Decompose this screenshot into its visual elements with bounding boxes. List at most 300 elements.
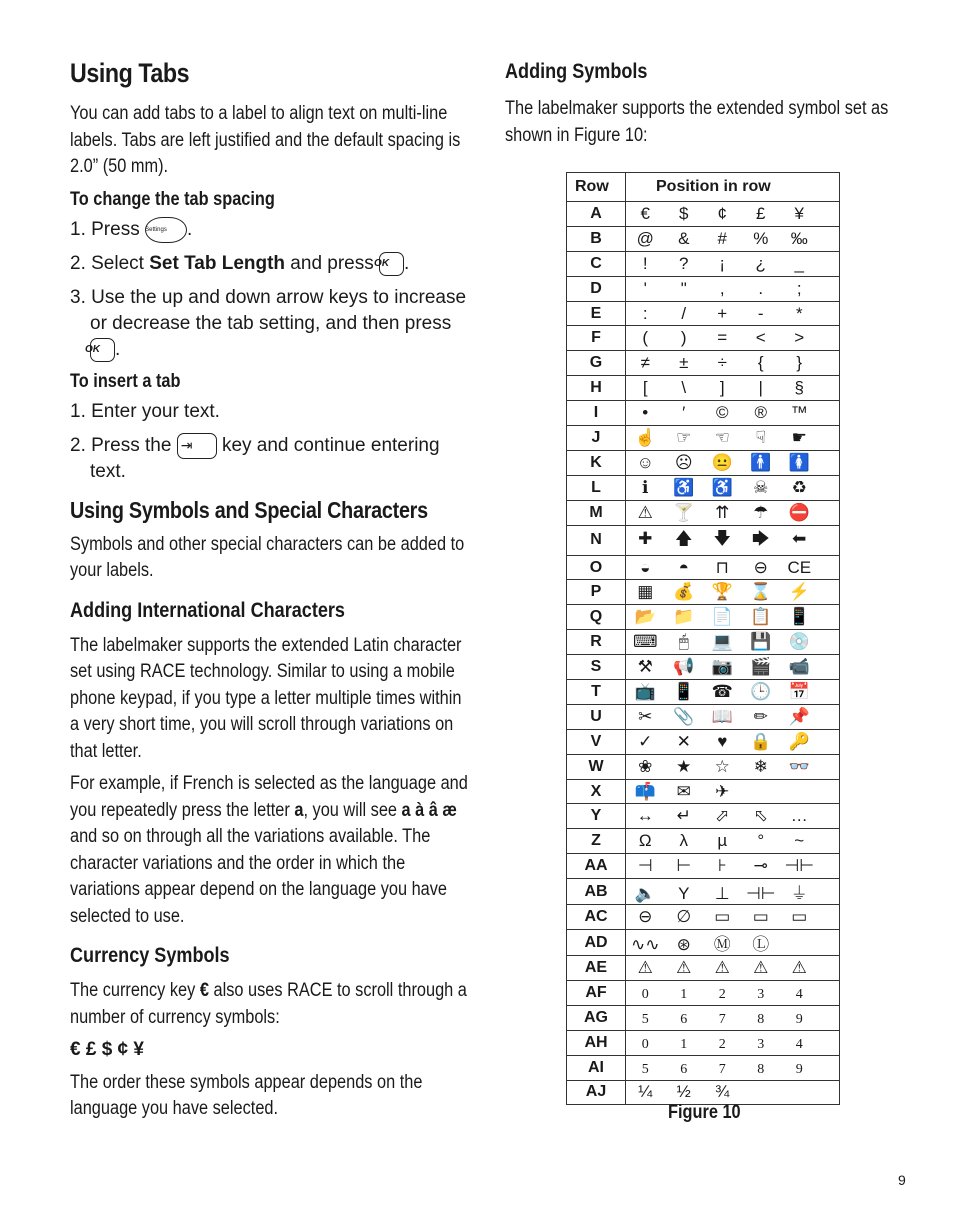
symbol-cell: ⊖ xyxy=(753,557,768,577)
symbol-cell: ⊓ xyxy=(715,557,729,577)
symbol-cell: § xyxy=(794,378,804,398)
row-label: S xyxy=(567,655,626,680)
row-symbols xyxy=(626,879,840,905)
symbol-cell: ' xyxy=(643,278,647,298)
row-label: I xyxy=(567,401,626,426)
row-label: Z xyxy=(567,829,626,854)
symbol-cell: Ⓜ xyxy=(713,935,731,955)
symbol-cell: $ xyxy=(679,203,689,223)
symbol-cell: ⚠ xyxy=(791,957,807,977)
symbol-cell: * xyxy=(795,303,803,323)
table-header-position: Position in row xyxy=(626,173,840,202)
symbol-cell: ′ xyxy=(682,403,686,423)
row-symbols xyxy=(626,401,840,426)
row-symbols xyxy=(626,450,840,475)
table-row xyxy=(567,276,840,301)
row-symbols xyxy=(626,376,840,401)
row-label: W xyxy=(567,754,626,779)
symbol-cell: 2 xyxy=(718,986,726,1002)
symbol-cell: ⊢ xyxy=(676,856,692,876)
symbol-cell: ⊦ xyxy=(717,856,727,876)
symbol-cell: ⇈ xyxy=(715,502,730,522)
symbol-cell: 📂 xyxy=(634,607,656,627)
symbol-cell: ! xyxy=(642,253,648,273)
row-symbols xyxy=(626,804,840,829)
symbol-cell: ⚠ xyxy=(637,502,653,522)
table-row xyxy=(567,704,840,729)
symbol-cell: Y xyxy=(678,884,690,904)
ok-key-icon: OK xyxy=(379,252,404,276)
table-row xyxy=(567,580,840,605)
row-symbols xyxy=(626,729,840,754)
symbol-cell: # xyxy=(717,228,727,248)
step-2: 2. Select Set Tab Length and press OK . xyxy=(70,252,410,274)
symbol-cell: ▦ xyxy=(637,582,654,602)
symbol-cell: 📱 xyxy=(673,681,695,701)
symbol-cell: ⚠ xyxy=(637,957,653,977)
symbol-cell: ⊖ xyxy=(638,907,653,927)
symbol-cell: ⌨ xyxy=(632,632,658,652)
row-symbols xyxy=(626,980,840,1005)
symbol-cell: ✏ xyxy=(753,706,768,726)
row-symbols xyxy=(626,630,840,655)
symbol-cell: @ xyxy=(636,228,654,248)
symbol-cell: 7 xyxy=(718,1061,726,1077)
row-label: D xyxy=(567,276,626,301)
right-column xyxy=(505,58,915,155)
symbol-cell: ⊥ xyxy=(714,884,730,904)
symbol-cell: ¡ xyxy=(719,253,726,273)
row-label: AA xyxy=(567,854,626,879)
table-row xyxy=(567,500,840,525)
symbol-cell: ⌛ xyxy=(750,582,772,602)
row-label: AC xyxy=(567,905,626,930)
symbol-cell: Ω xyxy=(638,831,652,851)
symbol-cell: " xyxy=(680,278,687,298)
symbol-cell: 📺 xyxy=(634,681,656,701)
intl-heading: Adding International Characters xyxy=(70,598,345,622)
symbols-heading: Using Symbols and Special Characters xyxy=(70,496,428,523)
symbol-cell: ⊸ xyxy=(753,856,768,876)
symbol-cell: 💿 xyxy=(788,632,810,652)
symbol-cell: { xyxy=(757,353,764,373)
symbol-cell: ❀ xyxy=(638,756,653,776)
symbol-cell: ⊣⊢ xyxy=(745,884,776,904)
symbol-cell: } xyxy=(796,353,803,373)
symbol-cell: 🡅 xyxy=(675,528,693,548)
row-label: AH xyxy=(567,1030,626,1055)
symbol-cell: & xyxy=(678,228,690,248)
row-label: G xyxy=(567,351,626,376)
symbol-cell: ☞ xyxy=(676,427,692,447)
symbol-cell: . xyxy=(758,278,764,298)
row-label: O xyxy=(567,555,626,580)
symbol-cell: ✕ xyxy=(676,731,691,751)
symbol-cell: 🕒 xyxy=(750,681,772,701)
table-row xyxy=(567,1055,840,1080)
symbol-cell: ⏚ xyxy=(790,884,808,904)
row-label: K xyxy=(567,450,626,475)
symbol-cell: / xyxy=(681,303,687,323)
symbol-cell: ℹ xyxy=(642,477,649,497)
symbol-cell: • xyxy=(642,403,649,423)
symbol-cell: 😐 xyxy=(711,452,733,472)
symbol-cell: ☂ xyxy=(753,502,769,522)
symbol-cell: ⚒ xyxy=(637,657,653,677)
symbol-cell: \ xyxy=(681,378,687,398)
symbol-cell: ☆ xyxy=(714,756,730,776)
symbol-cell: 🏆 xyxy=(711,582,733,602)
row-symbols xyxy=(626,276,840,301)
symbol-cell: … xyxy=(790,806,808,826)
row-label: AG xyxy=(567,1005,626,1030)
symbol-cell: ♿ xyxy=(711,477,733,497)
row-label: M xyxy=(567,500,626,525)
symbol-cell: 🡆 xyxy=(751,528,770,548)
symbol-cell: 🔒 xyxy=(750,731,772,751)
using-tabs-heading: Using Tabs xyxy=(70,58,190,88)
symbol-cell: 📹 xyxy=(788,657,810,677)
symbol-cell: ⬀ xyxy=(715,806,730,826)
row-symbols xyxy=(626,580,840,605)
ok-key-icon: OK xyxy=(90,338,115,362)
symbol-cell: 🎬 xyxy=(750,657,772,677)
table-row xyxy=(567,854,840,879)
symbol-cell: ☠ xyxy=(753,477,769,497)
row-label: Q xyxy=(567,605,626,630)
symbol-cell: ) xyxy=(680,328,687,348)
symbol-cell: 1 xyxy=(680,986,688,1002)
symbol-cell: 🔑 xyxy=(788,731,810,751)
symbol-cell: ↔ xyxy=(636,806,654,826)
row-label: X xyxy=(567,779,626,804)
intl-paragraph-1: The labelmaker supports the extended Latin character set using RACE technology. Similar to using a mobile phone keypad, if you type a letter multiple times within a very short time, you will scroll through variations on that letter. xyxy=(70,634,462,762)
table-row xyxy=(567,930,840,956)
symbol-cell: ⛔ xyxy=(788,502,810,522)
symbol-cell: 9 xyxy=(795,1011,803,1027)
symbol-cell: 🡇 xyxy=(713,528,731,548)
symbol-cell: ⚠ xyxy=(753,957,769,977)
table-row xyxy=(567,905,840,930)
symbol-cell: 🍸 xyxy=(673,502,695,522)
symbol-cell: ± xyxy=(679,353,689,373)
intl-paragraph-2: For example, if French is selected as the language and you repeatedly press the letter a, you will see a à â æ and so on through all the variations available. The character variations and the order in which the variations appear depend on the language you have selected to use. xyxy=(70,773,468,927)
table-row xyxy=(567,555,840,580)
symbol-cell: 📷 xyxy=(711,657,733,677)
symbol-cell: 0 xyxy=(641,1036,649,1052)
symbol-cell: ▭ xyxy=(752,907,769,927)
row-label: L xyxy=(567,475,626,500)
symbol-cell: < xyxy=(755,328,766,348)
symbol-cell: 💾 xyxy=(750,632,772,652)
table-row xyxy=(567,426,840,451)
adding-symbols-heading: Adding Symbols xyxy=(505,60,648,83)
symbol-cell: 0 xyxy=(641,986,649,1002)
currency-paragraph: The currency key € also uses RACE to scroll through a number of currency symbols: xyxy=(70,980,467,1028)
symbol-cell: ✓ xyxy=(638,731,653,751)
row-label: AF xyxy=(567,980,626,1005)
table-row xyxy=(567,376,840,401)
row-label: E xyxy=(567,301,626,326)
symbol-cell: 📌 xyxy=(788,706,810,726)
symbol-cell: 7 xyxy=(718,1011,726,1027)
symbol-cell: ¼ xyxy=(638,1082,653,1102)
symbol-cell: 5 xyxy=(641,1061,649,1077)
symbol-cell: © xyxy=(715,403,729,423)
insert-step-1: 1. Enter your text. xyxy=(70,400,220,422)
row-label: P xyxy=(567,580,626,605)
symbol-cell: ≠ xyxy=(640,353,650,373)
symbol-cell: ⬁ xyxy=(753,806,768,826)
row-symbols xyxy=(626,779,840,804)
symbol-cell: 6 xyxy=(680,1061,688,1077)
symbol-cell: ❄ xyxy=(753,756,768,776)
symbol-cell: ° xyxy=(757,831,765,851)
row-symbols xyxy=(626,956,840,981)
row-symbols xyxy=(626,1055,840,1080)
symbol-cell: 8 xyxy=(757,1011,765,1027)
table-row xyxy=(567,680,840,705)
row-label: R xyxy=(567,630,626,655)
table-row xyxy=(567,980,840,1005)
symbol-cell: _ xyxy=(794,253,804,273)
symbol-cell: > xyxy=(794,328,805,348)
row-label: F xyxy=(567,326,626,351)
symbol-cell: ♻ xyxy=(791,477,807,497)
symbol-cell: + xyxy=(717,303,728,323)
insert-step-2: 2. Press the ⇥ key and continue entering text. xyxy=(70,433,475,485)
symbol-cell: 💰 xyxy=(673,582,695,602)
symbol-cell: ◒ xyxy=(640,557,651,577)
table-row xyxy=(567,729,840,754)
row-symbols xyxy=(626,854,840,879)
table-row xyxy=(567,630,840,655)
row-symbols xyxy=(626,704,840,729)
row-symbols xyxy=(626,605,840,630)
symbol-cell: ⚡ xyxy=(788,582,810,602)
symbol-cell: ® xyxy=(754,403,768,423)
row-label: AJ xyxy=(567,1080,626,1105)
row-label: A xyxy=(567,202,626,227)
symbol-cell: 📱 xyxy=(788,607,810,627)
symbol-cell: µ xyxy=(717,831,728,851)
table-row xyxy=(567,829,840,854)
symbol-cell: ¿ xyxy=(755,253,766,273)
symbol-cell: λ xyxy=(679,831,688,851)
symbol-cell: 📄 xyxy=(711,607,733,627)
row-symbols xyxy=(626,525,840,555)
symbol-cell: 📢 xyxy=(673,657,695,677)
row-symbols xyxy=(626,326,840,351)
symbol-cell: ÷ xyxy=(717,353,727,373)
row-symbols xyxy=(626,655,840,680)
symbol-cell: ♿ xyxy=(673,477,695,497)
row-symbols xyxy=(626,475,840,500)
symbol-cell: - xyxy=(757,303,764,323)
table-row xyxy=(567,251,840,276)
symbol-cell: 4 xyxy=(795,1036,803,1052)
row-label: AE xyxy=(567,956,626,981)
row-label: V xyxy=(567,729,626,754)
symbol-cell: 4 xyxy=(795,986,803,1002)
table-row xyxy=(567,351,840,376)
symbol-cell: 2 xyxy=(718,1036,726,1052)
symbol-cell: ⚠ xyxy=(676,957,692,977)
symbol-cell: ( xyxy=(642,328,649,348)
row-symbols xyxy=(626,1030,840,1055)
symbol-cell: 🚺 xyxy=(788,452,810,472)
symbol-cell: ? xyxy=(679,253,689,273)
currency-order-paragraph: The order these symbols appear depends on the language you have selected. xyxy=(70,1071,423,1120)
currency-heading: Currency Symbols xyxy=(70,944,230,968)
symbol-cell: ½ xyxy=(676,1082,691,1102)
table-row xyxy=(567,1030,840,1055)
row-label: AB xyxy=(567,879,626,905)
symbol-cell: = xyxy=(717,328,728,348)
table-row xyxy=(567,202,840,227)
symbol-cell: 5 xyxy=(641,1011,649,1027)
symbol-cell: ™ xyxy=(790,403,808,423)
insert-tab-heading: To insert a tab xyxy=(70,370,181,392)
symbol-cell: 📅 xyxy=(788,681,810,701)
table-row xyxy=(567,401,840,426)
symbol-cell: ⬅ xyxy=(792,528,807,548)
symbol-cell: ∿∿ xyxy=(631,935,660,955)
row-symbols xyxy=(626,351,840,376)
symbol-cell: 3 xyxy=(757,1036,765,1052)
row-label: N xyxy=(567,525,626,555)
symbol-cell: ▭ xyxy=(714,907,731,927)
row-symbols xyxy=(626,1005,840,1030)
symbol-cell: ☹ xyxy=(674,452,693,472)
table-row xyxy=(567,450,840,475)
symbol-cell: 9 xyxy=(795,1061,803,1077)
row-symbols xyxy=(626,226,840,251)
symbol-cell: 📁 xyxy=(673,607,695,627)
table-row xyxy=(567,804,840,829)
row-label: AD xyxy=(567,930,626,956)
settings-key-icon: Settings xyxy=(145,217,187,243)
symbol-cell: ☟ xyxy=(755,427,766,447)
symbol-cell: ☺ xyxy=(636,452,654,472)
symbol-cell: ↵ xyxy=(676,806,691,826)
symbol-cell: € xyxy=(640,203,650,223)
symbol-table xyxy=(566,172,840,1105)
step-1: 1. Press Settings . xyxy=(70,217,475,243)
symbol-cell: ¾ xyxy=(715,1082,730,1102)
symbol-cell: Ⓛ xyxy=(752,935,770,955)
symbol-cell: ◓ xyxy=(678,557,689,577)
symbols-intro: Symbols and other special characters can be added to your labels. xyxy=(70,533,465,582)
symbol-cell: | xyxy=(758,378,763,398)
table-row xyxy=(567,754,840,779)
table-header-row: Row xyxy=(567,173,626,202)
symbol-cell: ∅ xyxy=(676,907,692,927)
row-label: T xyxy=(567,680,626,705)
symbol-cell: 📖 xyxy=(711,706,733,726)
table-row xyxy=(567,655,840,680)
row-symbols xyxy=(626,251,840,276)
symbol-cell: 📎 xyxy=(673,706,695,726)
symbol-cell: % xyxy=(753,228,769,248)
symbol-cell: £ xyxy=(756,203,766,223)
symbol-cell: 📫 xyxy=(634,781,656,801)
symbol-cell: 👓 xyxy=(788,756,810,776)
row-symbols xyxy=(626,754,840,779)
step-3: 3. Use the up and down arrow keys to increase or decrease the tab setting, and then press OK . xyxy=(70,286,467,360)
table-row xyxy=(567,605,840,630)
symbol-cell: ¢ xyxy=(717,203,727,223)
row-label: J xyxy=(567,426,626,451)
row-label: Y xyxy=(567,804,626,829)
symbol-cell: ⊛ xyxy=(676,935,691,955)
symbol-cell: ☜ xyxy=(714,427,730,447)
symbol-cell: 🖱 xyxy=(678,632,689,652)
symbol-cell: ▭ xyxy=(791,907,808,927)
tabs-intro: You can add tabs to a label to align text on multi-line labels. Tabs are left justified and the default spacing is 2.0” (50 mm). xyxy=(70,103,461,177)
row-label: U xyxy=(567,704,626,729)
symbol-cell: ⊣⊢ xyxy=(784,856,815,876)
symbol-cell: ✚ xyxy=(638,528,653,548)
row-symbols xyxy=(626,930,840,956)
symbol-cell: ⚠ xyxy=(714,957,730,977)
symbol-cell: CE xyxy=(787,557,812,577)
symbol-cell: , xyxy=(719,278,725,298)
left-column xyxy=(70,58,475,1129)
symbol-cell: ✉ xyxy=(676,781,691,801)
table-row xyxy=(567,226,840,251)
table-row xyxy=(567,1005,840,1030)
symbol-cell: ⊣ xyxy=(637,856,653,876)
symbol-cell: ♥ xyxy=(717,731,728,751)
row-symbols xyxy=(626,301,840,326)
change-tab-heading: To change the tab spacing xyxy=(70,188,275,210)
row-symbols xyxy=(626,680,840,705)
row-label: AI xyxy=(567,1055,626,1080)
symbol-cell: 🔈 xyxy=(634,884,656,904)
table-row xyxy=(567,956,840,981)
table-row xyxy=(567,326,840,351)
figure-caption: Figure 10 xyxy=(668,1102,741,1123)
symbol-cell: 3 xyxy=(757,986,765,1002)
row-label: C xyxy=(567,251,626,276)
table-row xyxy=(567,525,840,555)
table-row xyxy=(567,879,840,905)
symbol-cell: : xyxy=(642,303,648,323)
symbol-cell: 📋 xyxy=(750,607,772,627)
row-symbols xyxy=(626,829,840,854)
symbol-cell: 🚹 xyxy=(750,452,772,472)
row-symbols xyxy=(626,500,840,525)
symbol-cell: 8 xyxy=(757,1061,765,1077)
page-number: 9 xyxy=(898,1172,906,1188)
row-label: H xyxy=(567,376,626,401)
symbol-table-body xyxy=(567,202,840,1105)
symbol-cell: ✈ xyxy=(715,781,730,801)
table-row xyxy=(567,475,840,500)
symbol-cell: ¥ xyxy=(794,203,804,223)
symbol-cell: ☛ xyxy=(791,427,807,447)
symbol-cell: ; xyxy=(796,278,802,298)
row-symbols xyxy=(626,202,840,227)
table-row xyxy=(567,779,840,804)
symbol-cell: 💻 xyxy=(711,632,733,652)
row-symbols xyxy=(626,555,840,580)
tab-key-icon: ⇥ xyxy=(177,433,217,459)
row-label: B xyxy=(567,226,626,251)
symbol-cell: 1 xyxy=(680,1036,688,1052)
symbol-cell: ‰ xyxy=(790,228,808,248)
